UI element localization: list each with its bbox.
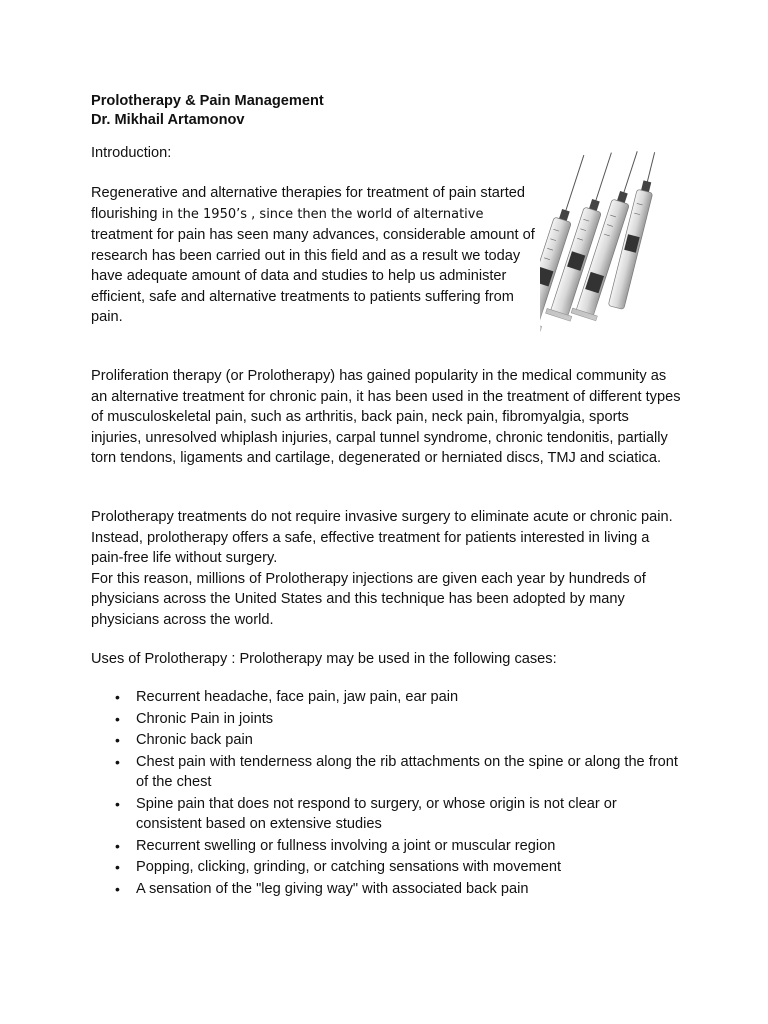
intro-text-part-3: treatment for pain has seen many advances, considerable amount of research has been carried out in this field and as a result we today have adequate amount of data and studies to help us administer efficient, safe and alternative treatments to patients suffering from pain. [91, 227, 535, 325]
intro-heading: Introduction: [91, 145, 172, 161]
list-item [91, 687, 681, 708]
proliferation-paragraph: Proliferation therapy (or Prolotherapy) has gained popularity in the medical community as an alternative treatment for chronic pain, it has been used in the treatment of different types of musculoskeletal pain, such as arthritis, back pain, neck pain, fibromyalgia, sports injuries, unresolved whiplash injuries, carpal tunnel syndrome, chronic tendonitis, partially torn tendons, ligaments and cartilage, degenerated or herniated discs, TMJ and sciatica. [91, 368, 681, 466]
list-item [91, 794, 681, 835]
list-item [91, 709, 681, 730]
document-author: Dr. Mikhail Artamonov [91, 112, 245, 128]
list-item [91, 752, 681, 793]
bullet-icon: • [115, 859, 120, 875]
list-item-text: A sensation of the "leg giving way" with associated back pain [136, 880, 529, 897]
list-item-text: Chronic back pain [136, 732, 253, 748]
list-item [91, 836, 681, 857]
bullet-icon: • [115, 689, 120, 705]
treatment-paragraph [91, 507, 681, 630]
syringes-image [540, 150, 668, 352]
uses-list [91, 687, 681, 900]
bullet-icon: • [115, 753, 120, 770]
bullet-icon: • [115, 795, 120, 812]
list-item [91, 857, 681, 878]
list-item-text: Popping, clicking, grinding, or catching sensations with movement [136, 859, 562, 875]
document-title: Prolotherapy & Pain Management [91, 93, 324, 109]
list-item-text: Chest pain with tenderness along the rib attachments on the spine or along the front of the chest [136, 753, 678, 790]
list-item-text: Chronic Pain in joints [136, 710, 274, 727]
bullet-icon: • [115, 732, 120, 748]
bullet-icon: • [115, 837, 120, 854]
intro-paragraph [91, 183, 541, 328]
list-item [91, 879, 681, 900]
intro-text-part-2: in the 1950’s , since then the world of alternative [161, 206, 484, 222]
treatment-paragraph-line-2: For this reason, millions of Prolotherapy injections are given each year by hundreds of physicians across the United States and this technique has been adopted by many physicians across the world. [91, 570, 646, 628]
intro-text-part-1: Regenerative and alternative therapies for treatment of pain started flourishing [91, 185, 526, 222]
bullet-icon: • [115, 880, 120, 897]
list-item-text: Recurrent swelling or fullness involving a joint or muscular region [136, 837, 556, 854]
list-item-text: Spine pain that does not respond to surgery, or whose origin is not clear or consistent based on extensive studies [136, 795, 617, 832]
document-header [91, 92, 324, 130]
list-item-text: Recurrent headache, face pain, jaw pain, ear pain [136, 689, 459, 705]
uses-heading: Uses of Prolotherapy : Prolotherapy may be used in the following cases: [91, 651, 557, 667]
bullet-icon: • [115, 710, 120, 727]
list-item [91, 730, 681, 751]
treatment-paragraph-line-1: Prolotherapy treatments do not require invasive surgery to eliminate acute or chronic pain. Instead, prolotherapy offers a safe, effective treatment for patients interested in living a pain-free life without surgery. [91, 509, 673, 566]
